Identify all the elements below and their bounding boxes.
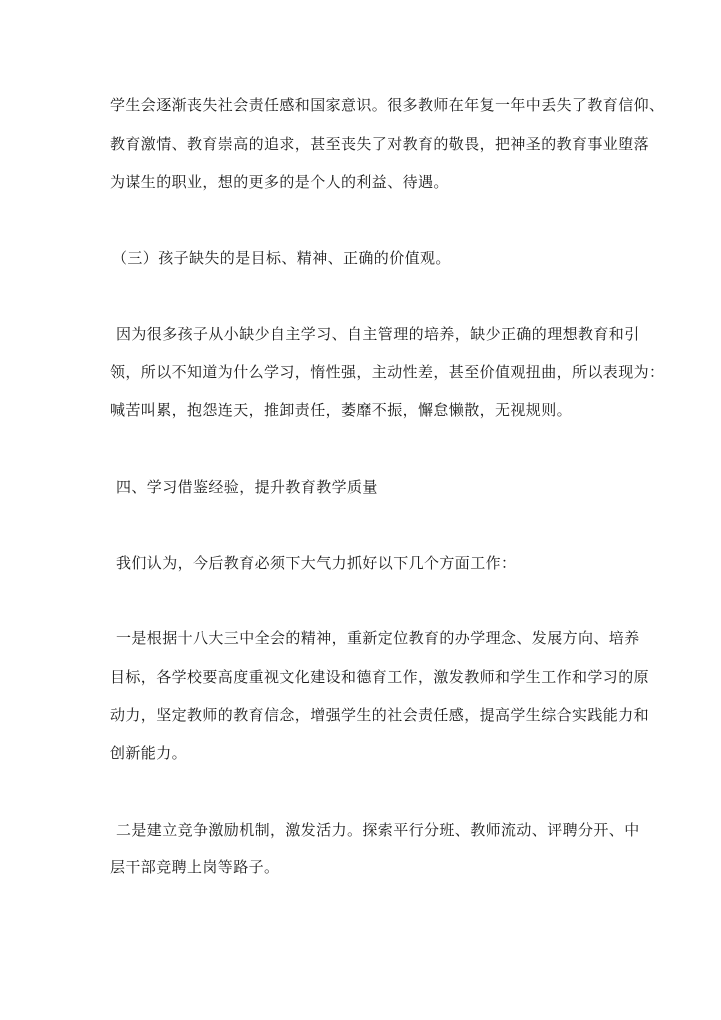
section-heading-four: 四、学习借鉴经验，提升教育教学质量 — [116, 478, 378, 496]
paragraph-6-line-3: 动力，坚定教师的教育信念，增强学生的社会责任感，提高学生综合实践能力和 — [110, 706, 650, 724]
paragraph-1-line-2: 教育激情、教育崇高的追求，甚至丧失了对教育的敬畏，把神圣的教育事业堕落 — [110, 135, 650, 153]
paragraph-3-line-2: 领，所以不知道为什么学习，惰性强，主动性差，甚至价值观扭曲，所以表现为： — [110, 363, 665, 381]
paragraph-5-line-1: 我们认为，今后教育必须下大气力抓好以下几个方面工作： — [116, 554, 517, 572]
paragraph-6-line-4: 创新能力。 — [110, 744, 188, 762]
paragraph-3-line-3: 喊苦叫累，抱怨连天，推卸责任，萎靡不振，懈怠懒散，无视规则。 — [110, 401, 573, 419]
paragraph-6-line-2: 目标，各学校要高度重视文化建设和德育工作，激发教师和学生工作和学习的原 — [110, 668, 650, 686]
paragraph-7-line-2: 层干部竞聘上岗等路子。 — [110, 858, 280, 876]
paragraph-6-line-1: 一是根据十八大三中全会的精神，重新定位教育的办学理念、发展方向、培养 — [116, 629, 640, 647]
paragraph-1-line-1: 学生会逐渐丧失社会责任感和国家意识。很多教师在年复一年中丢失了教育信仰、 — [110, 96, 665, 114]
paragraph-1-line-3: 为谋生的职业，想的更多的是个人的利益、待遇。 — [110, 173, 449, 191]
section-heading-three: （三）孩子缺失的是目标、精神、正确的价值观。 — [112, 249, 451, 267]
paragraph-3-line-1: 因为很多孩子从小缺少自主学习、自主管理的培养，缺少正确的理想教育和引 — [116, 325, 640, 343]
paragraph-7-line-1: 二是建立竞争激励机制，激发活力。探索平行分班、教师流动、评聘分开、中 — [116, 821, 640, 839]
